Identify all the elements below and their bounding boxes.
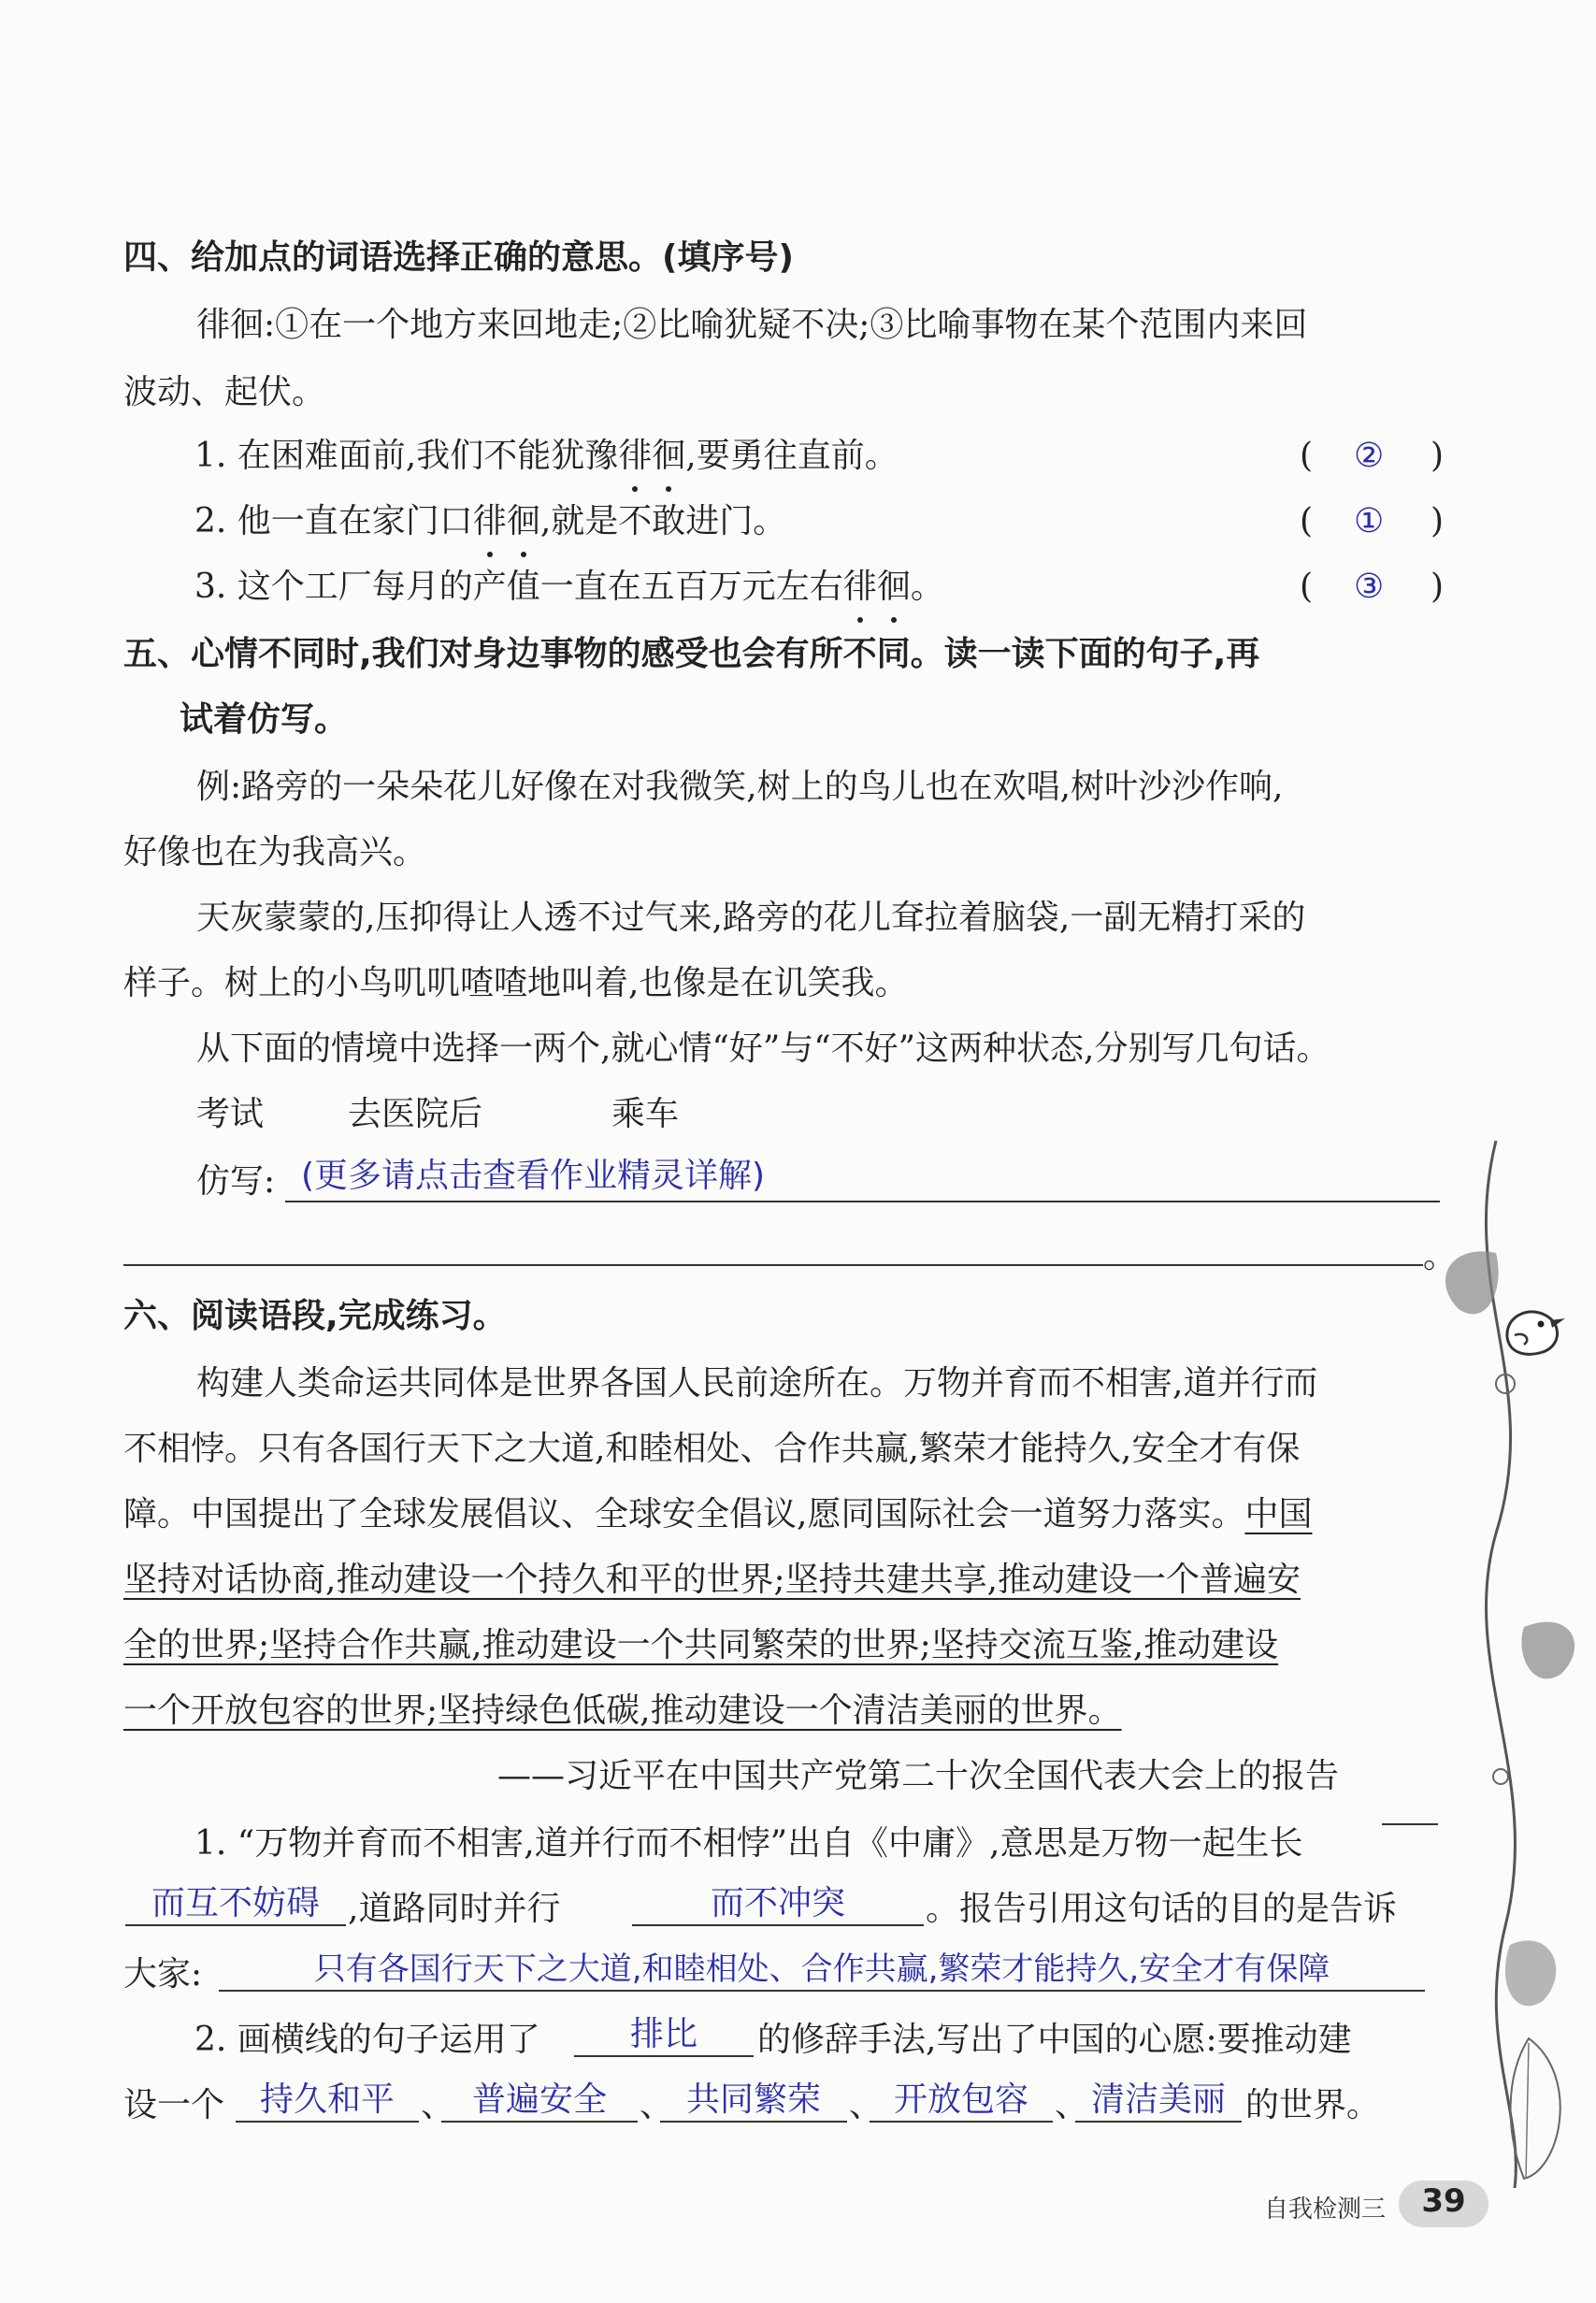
answer-blank: 而不冲突 (632, 1883, 924, 1926)
imitate-answer: (更多请点击查看作业精灵详解) (301, 1157, 766, 1195)
page-footer (1244, 2177, 1505, 2233)
vine-decoration (1440, 1103, 1596, 2207)
underlined-sentence: 坚持对话协商,推动建设一个持久和平的世界;坚持共建共享,推动建设一个普遍安 (123, 1561, 1301, 1599)
underlined-sentence: 全的世界;坚持合作共赢,推动建设一个共同繁荣的世界;坚持交流互鉴,推动建设 (123, 1626, 1279, 1664)
worksheet-page: 四、给加点的词语选择正确的意思。(填序号) 徘徊:①在一个地方来回地走;②比喻犹疑不决;③比喻事物在某个范围内来回 波动、起伏。 1. 在困难面前,我们不能犹豫徘徊,要勇往直前。 ( ② ) 2. 他一直在家门口徘徊,就是不敢进门。 ( ① ) 3. 这个工厂每月的产值一直在五百万元左右徘徊。 ( ③ ) 五、心情不同时,我们对身边事物的感受也会有所不同。读一读下面的句子,再 试着仿写。 例:路旁的一朵朵花儿好像在对我微笑,树上的鸟儿也在欢唱,树叶沙沙作响, 好像也在为我高兴。 天灰蒙蒙的,压抑得让人透不过气来,路旁的花儿耷拉着脑袋,一副无精打采的 样子。树上的小鸟叽叽喳喳地叫着,也像是在讥笑我。 从下面的情境中选择一两个,就心情“好”与“不好”这两种状态,分别写几句话。 考试 去医院后 乘车 仿写: (更多请点击查看作业精灵详解) 。 六、阅读语段,完成练习。 构建人类命运共同体是世界各国人民前途所在。万物并育而不相害,道并行而 不相悖。只有各国行天下之大道,和睦相处、合作共赢,繁荣才能持久,安全才有保 障。中国提出了全球发展倡议、全球安全倡议,愿同国际社会一道努力落实。中国 坚持对话协商,推动建设一个持久和平的世界;坚持共建共享,推动建设一个普遍安 全的世界;坚持合作共赢,推动建设一个共同繁荣的世界;坚持交流互鉴,推动建设 一个开放包容的世界;坚持绿色低碳,推动建设一个清洁美丽的世界。 ——习近平在中国共产党第二十次全国代表大会上的报告 1. “万物并育而不相害,道并行而不相悖”出自《中庸》,意思是万物一起生长 而互不妨碍 ,道路同时并行 而不冲突 。报告引用这句话的目的是告诉 大家: 只有各国行天下之大道,和睦相处、合作共赢,繁荣才能持久,安全才有保障 2. 画横线的句子运用了 排比 的修辞手法,写出了中国的心愿:要推动建 设一个 持久和平 、 普遍安全 、 共同繁荣 、 开放包容 、 清洁美丽 的世界。 自我检测三 39 (0, 0, 1596, 2303)
scenario-item: 考试 (196, 1095, 265, 1133)
answer-blank: 普遍安全 (441, 2080, 638, 2123)
end-mark: 。 (1423, 1237, 1458, 1275)
writing-line-1 (285, 1201, 1440, 1202)
answer-blank: 共同繁荣 (660, 2080, 847, 2123)
answer-blank: 而互不妨碍 (125, 1883, 346, 1926)
footer-label: 自我检测三 (1264, 2195, 1387, 2224)
imitate-label: 仿写: (196, 1162, 276, 1201)
answer-blank: 开放包容 (870, 2080, 1053, 2123)
scenario-item: 去医院后 (348, 1095, 483, 1133)
answer-blank: 清洁美丽 (1075, 2080, 1242, 2123)
underlined-sentence: 中国 (1244, 1495, 1313, 1533)
writing-line-2 (123, 1264, 1423, 1266)
underlined-sentence: 一个开放包容的世界;坚持绿色低碳,推动建设一个清洁美丽的世界。 (123, 1691, 1122, 1730)
answer-blank: 排比 (574, 2014, 754, 2057)
answer-3: ③ (1354, 568, 1385, 606)
answer-1: ② (1354, 437, 1385, 475)
scenario-item: 乘车 (611, 1095, 680, 1133)
bird-icon (1496, 1290, 1571, 1365)
page-number: 39 (1421, 2182, 1466, 2220)
answer-2: ① (1354, 502, 1385, 540)
answer-blank: 只有各国行天下之大道,和睦相处、合作共赢,繁荣才能持久,安全才有保障 (219, 1949, 1425, 1992)
answer-blank: 持久和平 (236, 2080, 419, 2123)
